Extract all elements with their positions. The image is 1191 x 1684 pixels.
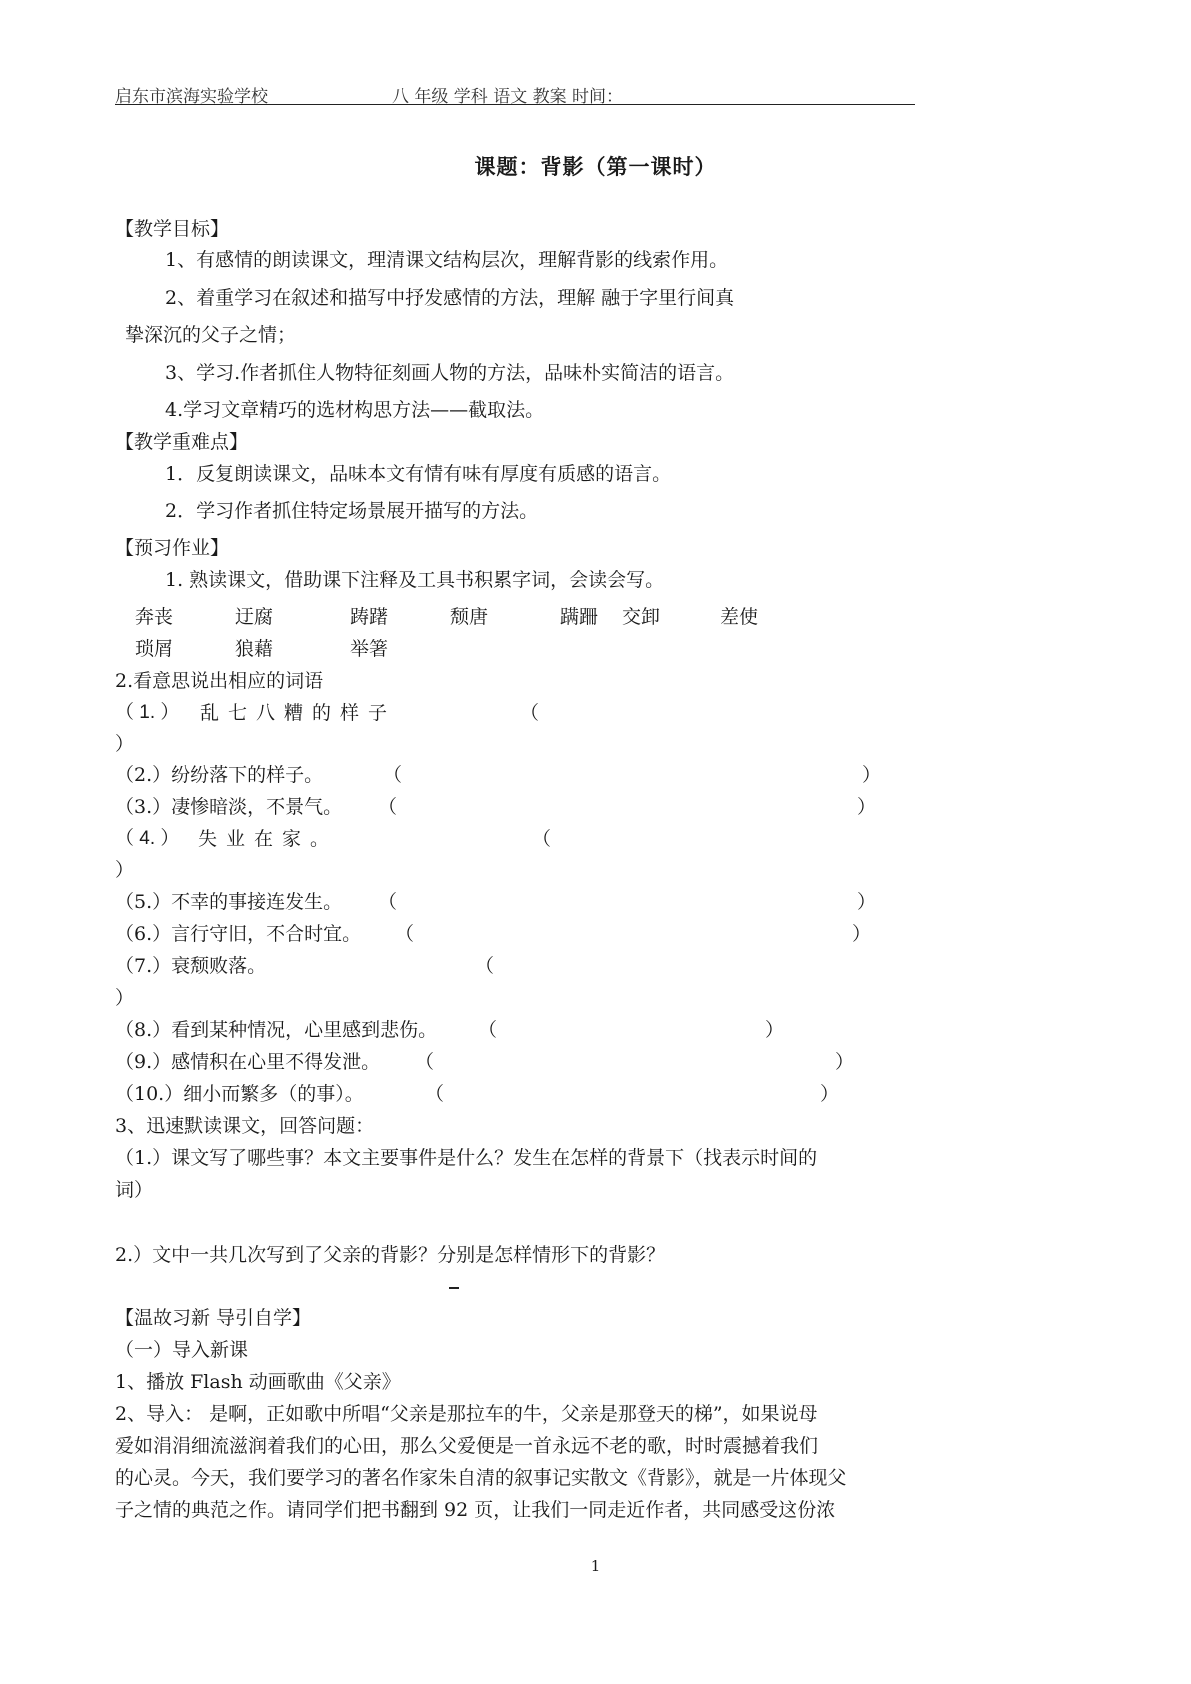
question-text: （9.）感情积在心里不得发泄。 — [115, 1051, 381, 1073]
task-3-question-1: （1.）课文写了哪些事？本文主要事件是什么？发生在怎样的背景下（找表示时间的 — [115, 1147, 818, 1169]
task-3-question-2: 2.）文中一共几次写到了父亲的背影？分别是怎样情形下的背影？ — [115, 1244, 666, 1266]
question-text: （8.）看到某种情况，心里感到悲伤。 — [115, 1019, 438, 1041]
question-number: （ 4. ） — [115, 828, 180, 849]
answer-bracket-close: ） — [862, 764, 882, 786]
stray-dash — [449, 1287, 459, 1289]
key-point-item: 1．反复朗读课文，品味本文有情有味有厚度有质感的语言。 — [165, 463, 672, 485]
vocab-word: 蹒跚 — [560, 606, 599, 628]
question-text: （2.）纷纷落下的样子。 — [115, 764, 324, 786]
vocab-word: 琐屑 — [135, 638, 174, 660]
answer-bracket-open: （ — [395, 923, 415, 945]
lesson-title: 课题：背影（第一课时） — [474, 154, 717, 179]
answer-bracket-close: ） — [115, 733, 135, 755]
preview-task-1: 1. 熟读课文，借助课下注释及工具书积累字词，会读会写。 — [165, 569, 665, 591]
page-header — [115, 82, 915, 105]
question-text: （7.）衰颓败落。 — [115, 955, 267, 977]
answer-bracket-open: （ — [415, 1051, 435, 1073]
goal-item: 挚深沉的父子之情； — [125, 324, 297, 346]
preview-task-3: 3、迅速默读课文，回答问题： — [115, 1115, 375, 1137]
answer-bracket-open: （ — [475, 955, 495, 977]
goal-item: 3、学习.作者抓住人物特征刻画人物的方法，品味朴实简洁的语言。 — [165, 362, 735, 384]
answer-bracket-open: （ — [383, 764, 403, 786]
vocab-word: 奔丧 — [135, 606, 174, 628]
school-name: 启东市滨海实验学校 — [115, 87, 268, 107]
vocab-word: 踌躇 — [350, 606, 389, 628]
review-paragraph: 爱如涓涓细流滋润着我们的心田，那么父爱便是一首永远不老的歌，时时震撼着我们 — [115, 1435, 819, 1457]
answer-bracket-open: （ — [378, 796, 398, 818]
question-text: （5.）不幸的事接连发生。 — [115, 891, 343, 913]
question-number: （ 1. ） — [115, 702, 180, 723]
goal-item: 4.学习文章精巧的选材构思方法——截取法。 — [165, 399, 545, 421]
vocab-word: 交卸 — [622, 606, 661, 628]
review-paragraph: 的心灵。今天，我们要学习的著名作家朱自清的叙事记实散文《背影》，就是一片体现父 — [115, 1467, 847, 1489]
answer-bracket-close: ） — [852, 923, 872, 945]
answer-bracket-open: （ — [378, 891, 398, 913]
question-text: （10.）细小而繁多（的事）。 — [115, 1083, 364, 1105]
preview-task-2: 2.看意思说出相应的词语 — [115, 670, 324, 692]
section-heading-review: 【温故习新 导引自学】 — [115, 1307, 312, 1329]
section-heading-goals: 【教学目标】 — [115, 218, 230, 240]
key-point-item: 2．学习作者抓住特定场景展开描写的方法。 — [165, 500, 539, 522]
vocab-word: 狼藉 — [235, 638, 274, 660]
question-text: 乱七八糟的样子 — [200, 702, 397, 724]
question-text: 失业在家。 — [198, 828, 339, 850]
answer-bracket-close: ） — [820, 1083, 840, 1105]
page-number: 1 — [590, 1557, 601, 1575]
answer-bracket-close: ） — [115, 987, 135, 1009]
section-heading-preview: 【预习作业】 — [115, 537, 230, 559]
review-paragraph: 子之情的典范之作。请同学们把书翻到 92 页，让我们一同走近作者，共同感受这份浓 — [115, 1499, 836, 1521]
review-paragraph: 2、导入： 是啊，正如歌中所唱“父亲是那拉车的牛，父亲是那登天的梯”，如果说母 — [115, 1403, 818, 1425]
answer-bracket-open: （ — [520, 702, 540, 724]
vocab-word: 颓唐 — [450, 606, 489, 628]
answer-bracket-close: ） — [835, 1051, 855, 1073]
goal-item: 1、有感情的朗读课文，理清课文结构层次，理解背影的线索作用。 — [165, 249, 729, 271]
question-text: （3.）凄惨暗淡，不景气。 — [115, 796, 343, 818]
section-heading-key-points: 【教学重难点】 — [115, 431, 249, 453]
review-step-1: 1、播放 Flash 动画歌曲《父亲》 — [115, 1371, 401, 1393]
vocab-word: 差使 — [720, 606, 759, 628]
question-text: （6.）言行守旧，不合时宜。 — [115, 923, 362, 945]
grade-subject-info: 八 年级 学科 语文 教案 时间： — [392, 87, 624, 107]
answer-bracket-open: （ — [532, 828, 552, 850]
vocab-word: 举箸 — [350, 638, 389, 660]
answer-bracket-open: （ — [478, 1019, 498, 1041]
review-subheading: （一）导入新课 — [115, 1339, 249, 1361]
answer-bracket-close: ） — [857, 891, 877, 913]
answer-bracket-close: ） — [115, 859, 135, 881]
task-3-question-1-cont: 词） — [115, 1179, 154, 1201]
answer-bracket-open: （ — [425, 1083, 445, 1105]
answer-bracket-close: ） — [857, 796, 877, 818]
goal-item: 2、着重学习在叙述和描写中抒发感情的方法，理解 融于字里行间真 — [165, 287, 735, 309]
vocab-word: 迂腐 — [235, 606, 274, 628]
answer-bracket-close: ） — [765, 1019, 785, 1041]
